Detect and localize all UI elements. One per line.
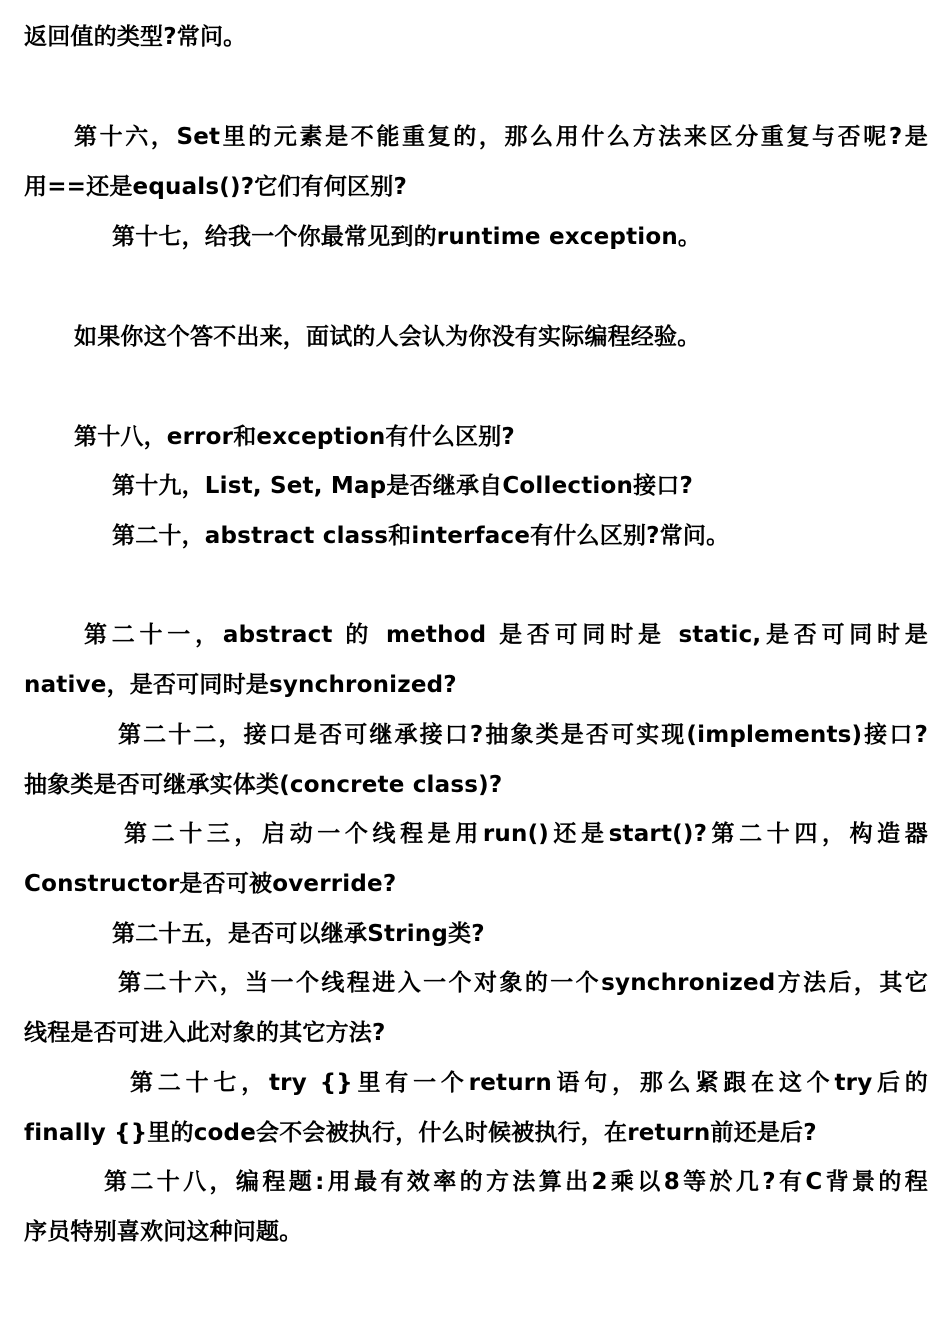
question-17-note: 如果你这个答不出来，面试的人会认为你没有实际编程经验。 (74, 324, 701, 350)
question-26-line-1: 第二十六，当一个线程进入一个对象的一个synchronized方法后，其它 (118, 970, 928, 996)
question-19: 第十九，List, Set, Map是否继承自Collection接口? (112, 473, 694, 499)
question-23-line-1: 第二十三，启动一个线程是用run()还是start()?第二十四，构造器 (124, 821, 928, 847)
question-28-line-2: 序员特别喜欢问这种问题。 (24, 1219, 303, 1245)
question-21-line-2: native，是否可同时是synchronized? (24, 672, 457, 698)
question-23-line-2: Constructor是否可被override? (24, 871, 397, 897)
text-line-1: 返回值的类型?常问。 (24, 24, 247, 50)
question-25: 第二十五，是否可以继承String类? (112, 921, 485, 947)
question-20: 第二十，abstract class和interface有什么区别?常问。 (112, 523, 730, 549)
question-22-line-1: 第二十二，接口是否可继承接口?抽象类是否可实现(implements)接口? (118, 722, 928, 748)
question-27-line-1: 第二十七，try {}里有一个return语句，那么紧跟在这个try后的 (130, 1070, 928, 1096)
question-26-line-2: 线程是否可进入此对象的其它方法? (24, 1020, 386, 1046)
question-27-line-2: finally {}里的code会不会被执行，什么时候被执行，在return前还是后? (24, 1120, 817, 1146)
question-28-line-1: 第二十八，编程题:用最有效率的方法算出2乘以8等於几?有C背景的程 (104, 1169, 928, 1195)
question-22-line-2: 抽象类是否可继承实体类(concrete class)? (24, 772, 503, 798)
question-21-line-1: 第二十一，abstract 的 method 是否可同时是 static,是否可同时是 (84, 622, 928, 648)
question-16-line-2: 用==还是equals()?它们有何区别? (24, 174, 407, 200)
question-17: 第十七，给我一个你最常见到的runtime exception。 (112, 224, 702, 250)
question-16-line-1: 第十六，Set里的元素是不能重复的，那么用什么方法来区分重复与否呢?是 (74, 124, 928, 150)
question-18: 第十八，error和exception有什么区别? (74, 424, 515, 450)
